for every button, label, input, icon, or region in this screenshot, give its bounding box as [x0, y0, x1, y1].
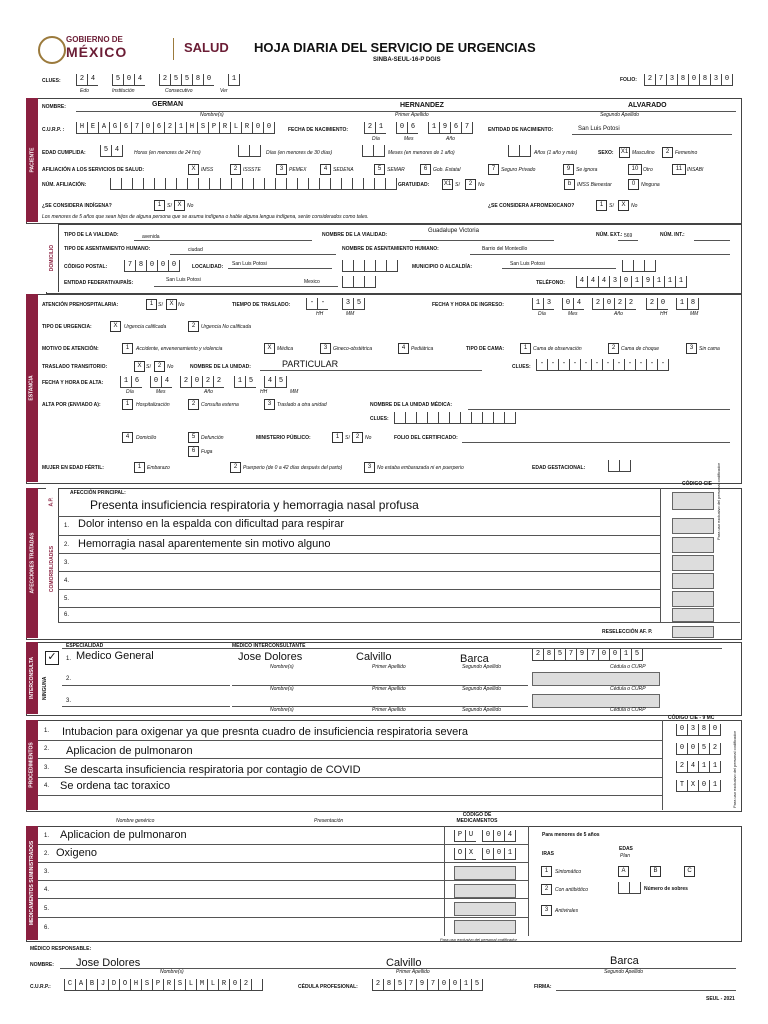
sexo-femenino-checkbox[interactable]: 2 — [662, 147, 673, 158]
firma-line — [556, 990, 736, 991]
medico-curp: C A B J D O H S P R S L M L R 0 2 — [64, 979, 263, 991]
paciente-nombre: GERMAN — [152, 101, 184, 108]
paciente-primer-apellido: HERNANDEZ — [400, 102, 444, 109]
estancia-side-label: ESTANCIA — [26, 294, 38, 482]
interconsulta-especialidad: Medico General — [76, 650, 154, 662]
domicilio-telefono: 4 4 4 3 0 1 9 1 1 1 — [576, 276, 687, 288]
domicilio-cp: 7 8 0 0 0 — [124, 260, 180, 272]
ninguna-checkbox[interactable]: ✓ — [45, 651, 59, 665]
fecha-ingreso: 1 3 0 4 2 0 2 2 2 0 1 8 — [532, 298, 699, 310]
medico-primer: Calvillo — [386, 957, 422, 969]
medicamentos-side-label: MEDICAMENTOS SUMINISTRADOS — [26, 826, 38, 940]
folio-cells: 2 7 3 8 0 8 3 0 — [644, 74, 733, 86]
interconsulta-segundo: Barca — [460, 653, 489, 665]
paciente-fnac: 2 1 0 6 1 9 6 7 — [364, 122, 473, 134]
interconsulta-nombre: Jose Dolores — [238, 651, 303, 663]
medico-segundo: Barca — [610, 955, 639, 967]
gobierno-seal-icon — [38, 36, 66, 64]
sexo-masculino-checkbox[interactable]: X1 — [619, 147, 630, 158]
domicilio-side-label: DOMICILIO — [46, 224, 59, 292]
mexico-label: MÉXICO — [66, 44, 128, 60]
afecciones-side-label: AFECCIONES TRATADAS — [26, 488, 38, 638]
interconsulta-primer: Calvillo — [356, 651, 392, 663]
folio-label: FOLIO: — [620, 77, 637, 83]
medico-cedula: 2 8 5 7 9 7 0 0 1 5 — [372, 979, 483, 991]
clues-label: CLUES: — [42, 78, 61, 84]
tiempo-traslado: - - 3 5 — [306, 298, 365, 310]
page-title: HOJA DIARIA DEL SERVICIO DE URGENCIAS — [254, 40, 536, 55]
interconsulta-side-label: INTERCONSULTA — [26, 642, 38, 714]
gobierno-label: GOBIERNO DE — [66, 35, 123, 44]
medico-nombre: Jose Dolores — [76, 957, 141, 969]
clues-cells: 2 4 5 0 4 2 5 5 8 0 1 — [76, 74, 240, 86]
fecha-alta: 1 6 0 4 2 0 2 2 1 5 4 5 — [120, 376, 287, 388]
paciente-segundo-apellido: ALVARADO — [628, 102, 667, 109]
paciente-side-label: PACIENTE — [26, 98, 38, 222]
num-afiliacion-cells[interactable] — [110, 178, 397, 190]
interconsulta-cedula: 2 8 5 7 9 7 0 0 1 5 — [532, 649, 643, 661]
salud-label: SALUD — [184, 40, 229, 55]
page-subtitle: SINBA-SEUL-16-P DGIS — [373, 57, 441, 63]
procedimientos-side-label: PROCEDIMIENTOS — [26, 720, 38, 810]
paciente-edad: 5 4 — [100, 145, 123, 157]
paciente-curp: H E A G 6 7 0 6 2 1 H S P R L R 0 0 — [76, 122, 275, 134]
afeccion-principal: Presenta insuficiencia respiratoria y hemorragia nasal profusa — [90, 498, 419, 512]
